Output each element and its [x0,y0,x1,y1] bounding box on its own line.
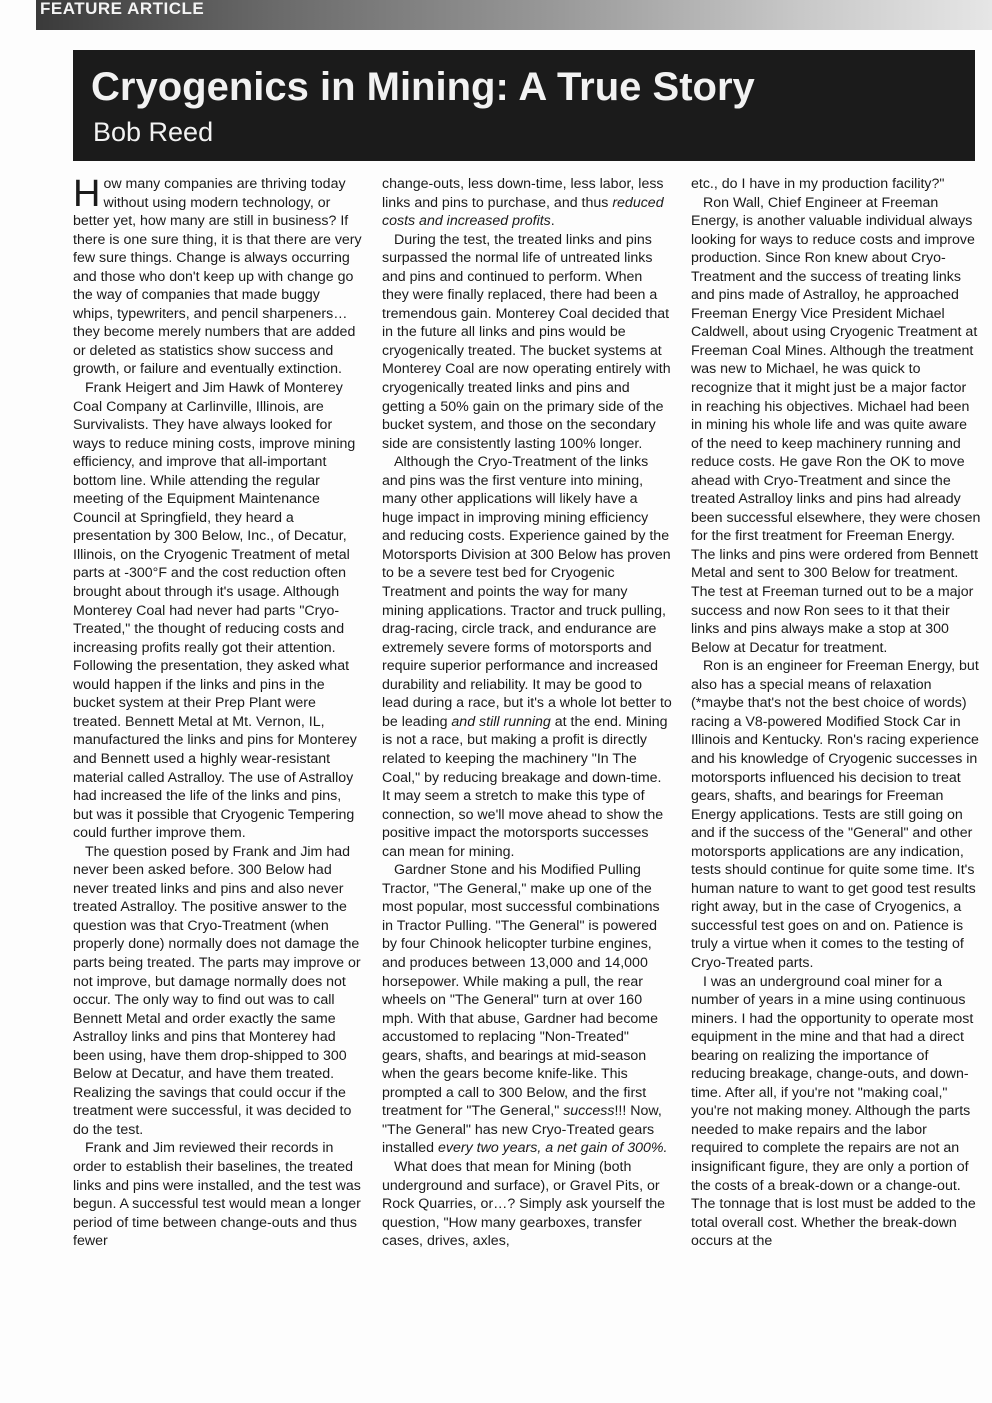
paragraph: During the test, the treated links and pins surpassed the normal life of untreated links and pins and continued to perform. When they were finally replaced, there had been a tremendous gain. Monterey Coal decided that in the future all links and pins would be cryogenically treated. The bucket systems at Monterey Coal are now operating entirely with cryogenically treated links and pins and getting a 50% gain on the primary side of the bucket system, and those on the secondary side are consistently lasting 100% longer. [382,231,671,452]
paragraph [382,861,672,1158]
emphasis-text: reduced costs and increased profits [382,194,664,230]
paragraph: Frank and Jim reviewed their records in order to establish their baselines, the treated links and pins were installed, and the test was begun. A successful test would mean a longer period of time between change-outs and thus fewer [73,1140,361,1250]
emphasis-text: every two years, a net gain of 300%. [438,1140,668,1157]
paragraph-text: ow many companies are thriving today without using modern technology, or better yet, how many are still in business? If there is one sure thing, it is that there are very few sure things. Change is always occurring and those who don't keep up with change go the way of companies that made buggy whips, typewriters, and pencil sharpeners…they become merely numbers that are added or deleted as statistics show success and growth, or failure and eventually extinction. [73,176,362,378]
paragraph-text: change-outs, less down-time, less labor, less links and pins to purchase, and thus [382,176,664,211]
article-column-2 [382,175,672,1385]
paragraph-text: at the end. Mining is not a race, but making a profit is directly related to keeping the machinery "In The Coal," by reducing breakage and down-time. It may seem a stretch to make this type of connection, so we'll move ahead to show the positive impact the motorsports successes can mean for mining. [382,713,668,860]
emphasis-text: success [563,1103,615,1120]
paragraph [73,175,363,379]
paragraph [382,453,672,861]
article-title: Cryogenics in Mining: A True Story [91,65,755,109]
paragraph: What does that mean for Mining (both underground and surface), or Gravel Pits, or Rock Quarries, or…? Simply ask yourself the question, "How many gearboxes, transfer cases, drives, axles, [382,1158,666,1250]
paragraph [382,175,672,231]
emphasis-text: and still running [451,713,551,730]
article-column-1 [73,175,363,1385]
section-label: FEATURE ARTICLE [40,0,205,18]
paragraph: I was an underground coal miner for a number of years in a mine using continuous miners. I had the opportunity to operate most equipment in the mine and that had a direct bearing on realizing the importance of reducing breakage, change-outs, and down-time. After all, if you're not "making coal," you're not making money. Although the parts needed to make repairs and the labor required to complete the repairs are not an insignificant figure, they are only a portion of the costs of a break-down or a change-out. The tonnage that is lost must be added to the total overall cost. Whether the break-down occurs at the [691,973,976,1250]
article-author: Bob Reed [93,117,214,147]
paragraph-text: !!! Now, "The General" has new Cryo-Treated gears installed [382,1103,662,1157]
paragraph: etc., do I have in my production facility?" [691,176,945,192]
paragraph-text: . [550,213,555,230]
paragraph: Frank Heigert and Jim Hawk of Monterey Coal Company at Carlinville, Illinois, are Survivalists. They have always looked for ways to reduce mining costs, improve mining efficiency, and improve that all-important bottom line. While attending the regular meeting of the Equipment Maintenance Council at Springfield, they heard a presentation by 300 Below, Inc., of Decatur, Illinois, on the Cryogenic Treatment of metal parts at -300°F and the cost reduction often brought about through it's usage. Although Monterey Coal had never had parts "Cryo-Treated," the thought of reducing costs and increasing profits really got their attention. Following the presentation, they asked what would happen if the links and pins in the bucket system at their Prep Plant were treated. Bennett Metal at Mt. Vernon, IL, manufactured the links and pins for Monterey and Bennett used a highly wear-resistant material called Astralloy. The use of Astralloy had increased the life of the links and pins, but was it possible that Cryogenic Tempering could further improve them. [73,380,357,842]
paragraph: Ron Wall, Chief Engineer at Freeman Energy, is another valuable individual always looking for ways to reduce costs and improve production. Since Ron knew about Cryo-Treatment and the success of treating links and pins made of Astralloy, he approached Freeman Energy Vice President Michael Caldwell, about using Cryogenic Treatment at Freeman Coal Mines. Although the treatment was new to Michael, he was quick to recognize that it might just be a major factor in reaching his objectives. Michael had been in mining his whole life and was quite aware of the need to keep machinery running and reduce costs. He gave Ron the OK to move ahead with Cryo-Treatment and since the treated Astralloy links and pins had already been successful elsewhere, they were chosen for the first treatment for Freeman Energy. The links and pins were ordered from Bennett Metal and sent to 300 Below for treatment. The test at Freeman turned out to be a major success and now Ron sees to it that their links and pins always make a stop at 300 Below at Decatur for treatment. [691,194,981,656]
paragraph-text: Gardner Stone and his Modified Pulling Tractor, "The General," make up one of the most popular, most successful combinations in Tractor Pulling. "The General" is powered by four Chinook helicopter turbine engines, and produces between 13,000 and 14,000 horsepower. While making a pull, the rear wheels on "The General" turn at over 160 mph. With that abuse, Gardner had become accustomed to replacing "Non-Treated" gears, shafts, and bearings at mid-season when the gears become knife-like. This prompted a call to 300 Below, and the first treatment for "The General," [382,862,660,1120]
article-column-3 [691,175,981,1385]
article-header [73,50,975,161]
drop-cap: H [73,175,101,215]
paragraph-text: Although the Cryo-Treatment of the links and pins was the first venture into mining, many other applications will likely have a huge impact in improving mining efficiency and reducing costs. Experience gained by the Motorsports Division at 300 Below has proven to be a severe test bed for Cryogenic Treatment and points the way for many mining applications. Tractor and truck pulling, drag-racing, circle track, and endurance are extremely severe forms of motorsports and require superior performance and increased durability and reliability. It may be good to lead during a race, but it's a whole lot better to be leading [382,454,672,730]
paragraph: Ron is an engineer for Freeman Energy, but also has a special means of relaxation (*maybe that's not the best choice of words) racing a V8-powered Modified Stock Car in Illinois and Kentucky. Ron's racing experience and his knowledge of Cryogenic successes in motorsports influenced his decision to treat gears, shafts, and bearings for Freeman Energy applications. Tests are still going on and if the success of the "General" and other motorsports applications are any indication, tests should continue for quite some time. It's human nature to want to get good test results right away, but in the case of Cryogenics, a successful test goes on and on. Patience is truly a virtue when it comes to the testing of Cryo-Treated parts. [691,658,979,971]
paragraph: The question posed by Frank and Jim had never been asked before. 300 Below had never treated links and pins and also never treated Astralloy. The positive answer to the question was that Cryo-Treatment (when properly done) normally does not damage the parts being treated. The parts may improve or not improve, but damage normally does not occur. The only way to find out was to call Bennett Metal and order exactly the same Astralloy links and pins that Monterey had been using, have them drop-shipped to 300 Below at Decatur, and have them treated. Realizing the savings that could occur if the treatment were successful, it was decided to do the test. [73,843,361,1138]
